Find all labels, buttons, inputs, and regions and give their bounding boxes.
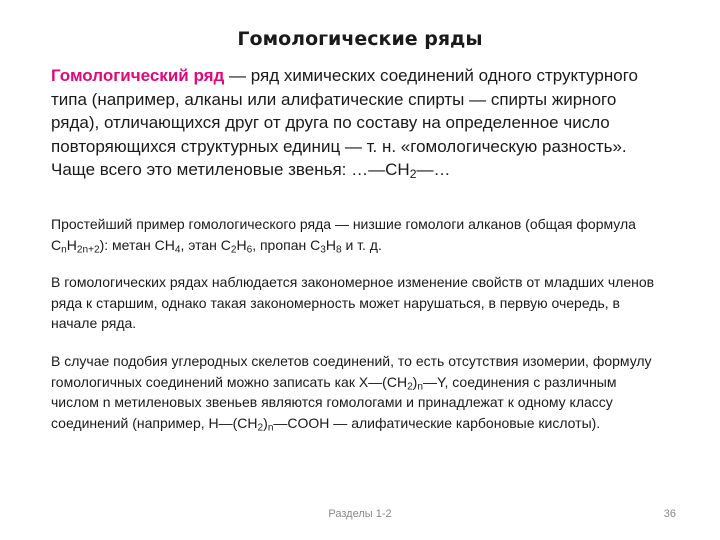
text-run: H — [66, 236, 77, 253]
page-number: 36 — [663, 508, 676, 520]
text-run: , этан C — [180, 236, 231, 253]
highlighted-term: Гомологический ряд — [51, 66, 225, 85]
text-run: ) — [263, 414, 268, 431]
subscript: n — [267, 422, 274, 434]
general-formula-paragraph — [51, 351, 661, 433]
text-run: —COOH — алифатические карбоновые кислоты). — [273, 414, 601, 431]
definition-text: — ряд химических соединений одного структурного типа (например, алканы или алифатические спирты — спирты жирного ряда), отличающихся друг от друга по составу на определенное число повторяющихся структурных единиц — т. н. «гомологическую разность». Чаще всего это метиленовые звенья: …—CH — [51, 66, 638, 179]
text-run: H — [236, 236, 247, 253]
definition-text-end: —… — [416, 160, 451, 179]
text-run: ): метан CH — [99, 236, 175, 253]
subscript: 2n+2 — [76, 244, 100, 256]
subscript: 4 — [174, 244, 181, 256]
text-run: H — [325, 236, 336, 253]
subscript: n — [417, 381, 423, 393]
alkane-example-paragraph — [51, 214, 661, 255]
subscript: n — [61, 244, 67, 256]
subscript: 8 — [335, 244, 342, 256]
slide-title: Гомологические ряды — [237, 28, 483, 50]
text-run: и т. д. — [341, 236, 382, 253]
text-run: Простейший пример гомологического ряда — низшие гомологи алканов (общая формула C — [51, 216, 636, 253]
subscript: 6 — [246, 244, 253, 256]
subscript: 2 — [230, 244, 237, 256]
text-run: ) — [412, 373, 418, 390]
subscript: 2 — [257, 422, 264, 434]
definition-paragraph — [51, 64, 661, 182]
footer-section-label: Разделы 1-2 — [328, 508, 392, 520]
properties-paragraph: В гомологических рядах наблюдается закономерное изменение свойств от младших членов ряда к старшим, однако такая закономерность может нарушаться, в первую очередь, в начале ряда. — [51, 274, 655, 331]
subscript: 2 — [407, 381, 413, 393]
text-run: , пропан C — [252, 236, 321, 253]
text-run: В случае подобия углеродных скелетов соединений, то есть отсутствия изомерии, формулу гомологичных соединений можно записать как X—(CH — [51, 353, 652, 390]
text-run: —Y, соединения с различным числом n метиленовых звеньев являются гомологами и принадлежат к одному классу соединений (например, H—(CH — [51, 373, 617, 431]
subscript: 3 — [320, 244, 326, 256]
subscript: 2 — [409, 167, 417, 182]
